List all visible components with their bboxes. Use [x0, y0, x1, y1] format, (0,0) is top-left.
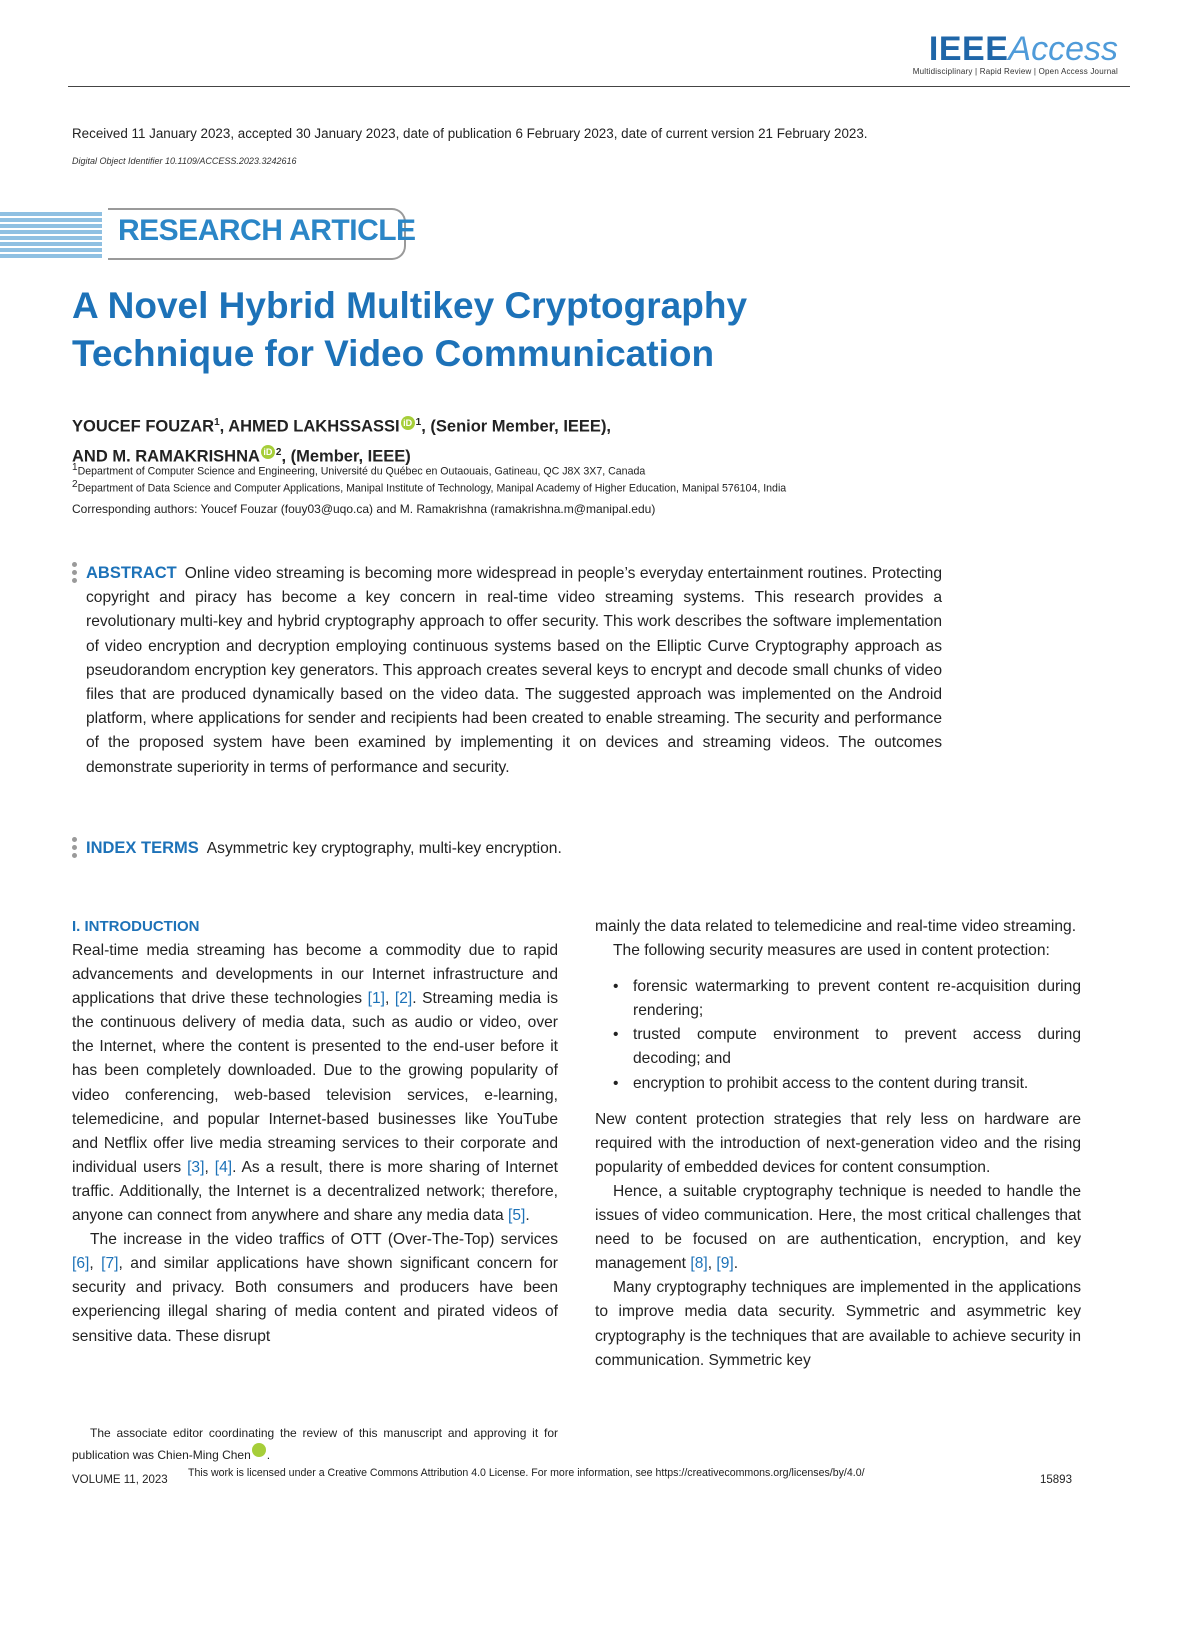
security-measures-list [595, 975, 1081, 1095]
header-divider [68, 86, 1130, 87]
affiliation-1: $^1$Department of Computer Science and Engineering, Université du Québec en Outaouais, Gatineau, QC J8X 3X7, Canada [72, 462, 646, 478]
citation-link[interactable]: [9] [716, 1255, 734, 1273]
journal-logo [913, 30, 1118, 76]
right-paragraph-4: Hence, a suitable cryptography technique is needed to handle the issues of video communication. Here, the most critical challenges that need to be focused on are authentication, encryption, and key management [8], [9]. [595, 1182, 1081, 1273]
logo-access: Access [1008, 30, 1118, 68]
editor-footnote: The associate editor coordinating the review of this manuscript and approving it for publication was Chien-Ming Chen iD. [72, 1426, 558, 1462]
citation-link[interactable]: [4] [214, 1158, 233, 1176]
author-3: AND M. RAMAKRISHNA [72, 447, 260, 465]
citation-link[interactable]: [7] [101, 1255, 119, 1273]
index-terms [86, 836, 942, 861]
author-list: YOUCEF FOUZAR$^1$, AHMED LAKHSSASSI iD $^1$, (Senior Member, IEEE), AND M. RAMAKRISHNA iD $^2$, (Member, IEEE) [72, 417, 612, 465]
right-paragraph-3: New content protection strategies that rely less on hardware are required with the introduction of next-generation video and the rising popularity of embedded devices for content consumption. [595, 1110, 1081, 1176]
index-terms-keyword: INDEX TERMS [86, 839, 199, 857]
right-column [595, 915, 1081, 1373]
left-column [72, 915, 558, 1349]
title-line-2: Technique for Video Communication [72, 333, 715, 374]
logo-ieee: IEEE [928, 30, 1009, 68]
index-terms-marker-icon [72, 837, 80, 861]
received-dates: Received 11 January 2023, accepted 30 January 2023, date of publication 6 February 2023, date of current version 21 February 2023. [72, 126, 868, 141]
affiliation-2: $^2$Department of Data Science and Computer Applications, Manipal Institute of Technology, Manipal Academy of Higher Education, Manipal 576104, India [72, 479, 787, 495]
author-1: YOUCEF FOUZAR [72, 417, 215, 436]
right-paragraph-5: Many cryptography techniques are implemented in the applications to improve media data security. Symmetric and asymmetric key cryptography is the techniques that are available to achieve security in communication. Symmetric key [595, 1279, 1081, 1369]
intro-paragraph-1: Real-time media streaming has become a commodity due to rapid advancements and developments in our Internet infrastructure and applications that drive these technologies [1], [2]. Streaming media is the continuous delivery of media data, such as audio or video, over the Internet, where the content is presented to the end-user before it has been completely downloaded. Due to the growing popularity of video conferencing, web-based television services, e-learning, telemedicine, and popular Internet-based businesses like YouTube and Netflix offer live media streaming services to their corporate and individual users [3], [4]. As a result, there is more sharing of Internet traffic. Additionally, the Internet is a decentralized network; therefore, anyone can connect from anywhere and share any media data [5]. [72, 942, 558, 1225]
orcid-icon[interactable]: iD [261, 445, 275, 459]
list-item: • trusted compute environment to prevent access during decoding; and [595, 1023, 1081, 1071]
section-heading-introduction: I. INTRODUCTION [72, 918, 200, 935]
doi-line: Digital Object Identifier 10.1109/ACCESS.2023.3242616 [72, 156, 297, 166]
article-type-label: RESEARCH ARTICLE [118, 214, 416, 247]
author-3-role: , (Member, IEEE) [281, 447, 411, 465]
author-2: , AHMED LAKHSSASSI [219, 417, 400, 436]
orcid-icon[interactable]: iD [252, 1443, 266, 1457]
abstract-marker-icon [72, 562, 80, 586]
citation-link[interactable]: [6] [72, 1255, 90, 1273]
list-item: • forensic watermarking to prevent content re-acquisition during rendering; [595, 975, 1081, 1023]
corresponding-authors: Corresponding authors: Youcef Fouzar (fouy03@uqo.ca) and M. Ramakrishna (ramakrishna.m@manipal.edu) [72, 502, 656, 516]
citation-link[interactable]: [3] [187, 1158, 205, 1176]
abstract-text: Online video streaming is becoming more widespread in people’s everyday entertainment routines. Protecting copyright and piracy has become a key concern in real-time video streaming systems. This research provides a revolutionary multi-key and hybrid cryptography approach to offer security. This work describes the software implementation of video encryption and decryption employing continuous systems based on the Elliptic Curve Cryptography approach as pseudorandom encryption key generators. This approach creates several keys to encrypt and decode small chunks of video files that are produced dynamically based on the video data. The suggested approach was implemented on the Android platform, where applications for sender and recipients had been created to enable streaming. The security and performance of the proposed system have been examined by implementing it on devices and streaming videos. The outcomes demonstrate superiority in terms of performance and security. [86, 565, 942, 776]
right-paragraph-2: The following security measures are used in content protection: [613, 942, 1050, 960]
abstract-keyword: ABSTRACT [86, 564, 177, 582]
footer-license: This work is licensed under a Creative Commons Attribution 4.0 License. For more information, see https://creativecommons.org/licenses/by/4.0/ [188, 1467, 865, 1479]
index-terms-text: Asymmetric key cryptography, multi-key encryption. [206, 840, 562, 857]
footer-volume: VOLUME 11, 2023 [72, 1474, 168, 1486]
title-line-1: A Novel Hybrid Multikey Cryptography [72, 285, 748, 326]
citation-link[interactable]: [1] [367, 990, 385, 1008]
page-number: 15893 [1040, 1474, 1072, 1486]
banner-stripes [0, 212, 102, 260]
abstract [86, 561, 942, 780]
author-2-role: , (Senior Member, IEEE), [421, 417, 612, 436]
paper-title [72, 282, 972, 378]
logo-tagline: Multidisciplinary | Rapid Review | Open Access Journal [912, 67, 1118, 76]
intro-paragraph-2: The increase in the video traffics of OTT (Over-The-Top) services [6], [7], and similar applications have shown significant concern for security and privacy. Both consumers and producers have been experiencing illegal sharing of media content and pirated videos of sensitive data. These disrupt [72, 1231, 558, 1345]
citation-link[interactable]: [5] [508, 1207, 526, 1225]
orcid-icon[interactable]: iD [401, 416, 415, 430]
citation-link[interactable]: [2] [394, 990, 413, 1008]
right-paragraph-1: mainly the data related to telemedicine and real-time video streaming. [595, 918, 1077, 935]
list-item: • encryption to prohibit access to the content during transit. [595, 1072, 1081, 1096]
citation-link[interactable]: [8] [690, 1255, 708, 1273]
